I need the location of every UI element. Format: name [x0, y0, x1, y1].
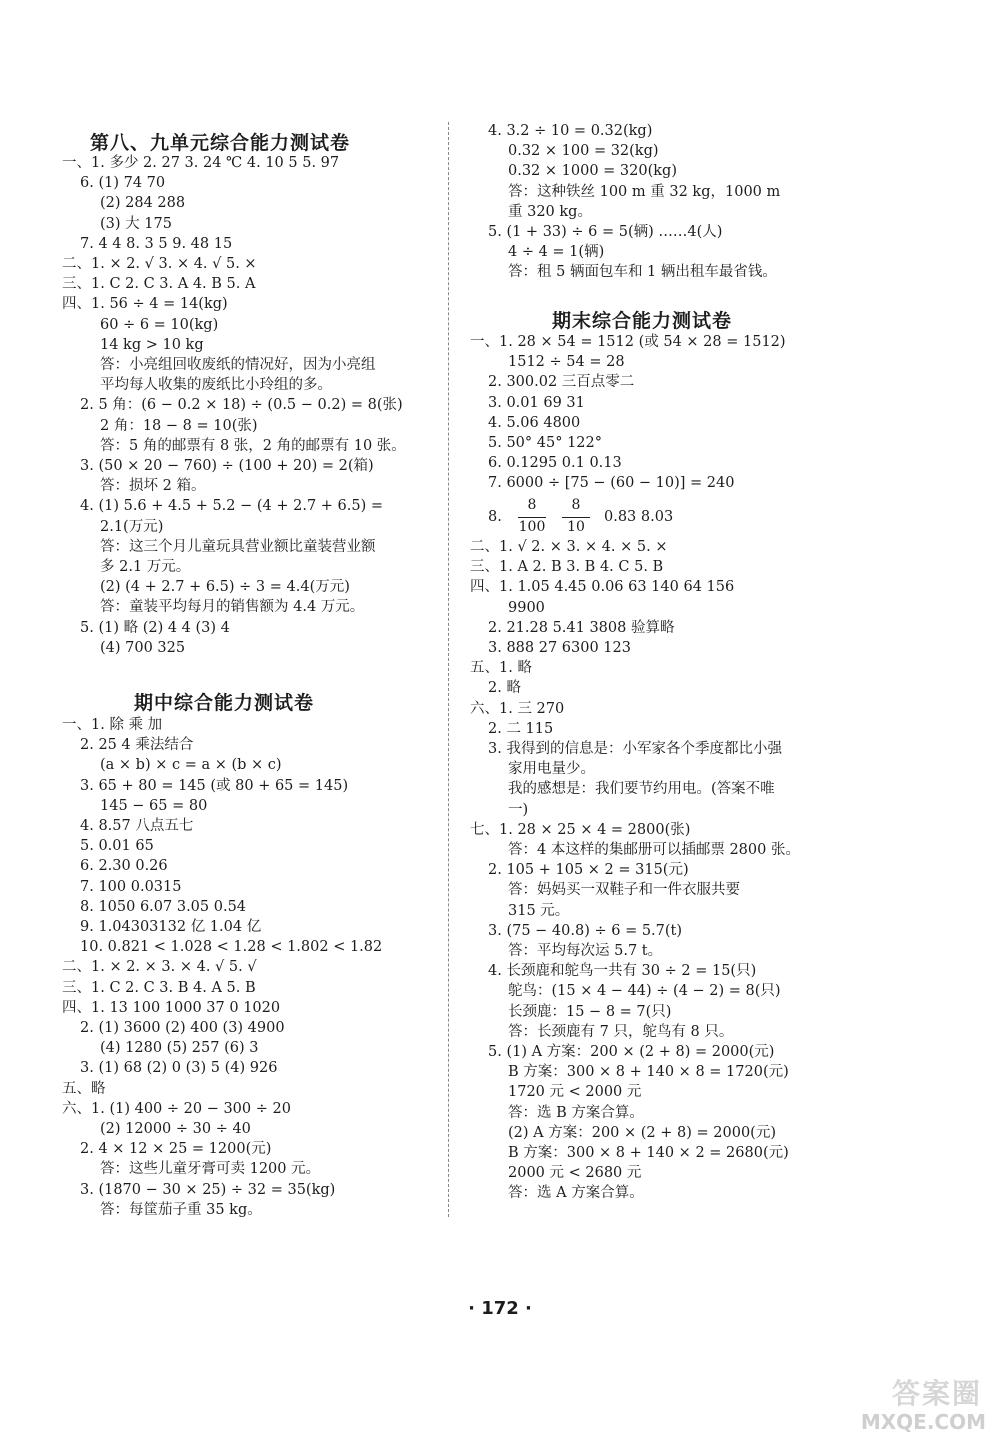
- answer-line: 重 320 kg。: [508, 203, 592, 220]
- answer-line: 4. 5.06 4800: [488, 414, 581, 431]
- answer-line: 145 − 65 = 80: [100, 797, 208, 814]
- answer-line: 5. (1) A 方案：200 × (2 + 8) = 2000(元): [488, 1044, 775, 1060]
- answer-line: 长颈鹿：15 − 8 = 7(只): [508, 1003, 672, 1020]
- answer-line: 鸵鸟：(15 × 4 − 44) ÷ (4 − 2) = 8(只): [508, 983, 781, 1000]
- watermark-url: MXQE.COM: [860, 1410, 986, 1434]
- answer-line: 2. 4 × 12 × 25 = 1200(元): [80, 1141, 272, 1158]
- answer-line: 4. 3.2 ÷ 10 = 0.32(kg): [488, 123, 653, 139]
- answer-line: 0.32 × 1000 = 320(kg): [508, 163, 677, 180]
- answer-line: 答：每筐茄子重 35 kg。: [100, 1201, 262, 1218]
- answer-line: 二、1. √ 2. × 3. × 4. × 5. ×: [470, 539, 668, 555]
- answer-line: (2) 284 288: [100, 195, 186, 212]
- answer-line: 二、1. × 2. × 3. × 4. √ 5. √: [62, 959, 257, 976]
- answer-line: 答：租 5 辆面包车和 1 辆出租车最省钱。: [508, 264, 777, 281]
- answer-line: 2 角：18 − 8 = 10(张): [100, 417, 258, 434]
- answer-line: 4 ÷ 4 = 1(辆): [508, 244, 605, 261]
- answer-line: 答：童装平均每月的销售额为 4.4 万元。: [100, 599, 365, 616]
- answer-line: 3. (1870 − 30 × 25) ÷ 32 = 35(kg): [80, 1181, 336, 1198]
- answer-line: 3. (75 − 40.8) ÷ 6 = 5.7(t): [488, 922, 683, 939]
- answer-line: 一、1. 多少 2. 27 3. 24 ℃ 4. 10 5 5. 97: [62, 155, 340, 171]
- answer-line: 4. (1) 5.6 + 4.5 + 5.2 − (4 + 2.7 + 6.5) =: [80, 498, 384, 515]
- answer-line: 平均每人收集的废纸比小玲组的多。: [100, 377, 332, 394]
- answer-line: 答：平均每次运 5.7 t。: [508, 943, 663, 959]
- answer-line: 三、1. A 2. B 3. B 4. C 5. B: [470, 559, 664, 576]
- answer-line: 5. (1) 略 (2) 4 4 (3) 4: [80, 619, 230, 636]
- answer-line: 一、1. 除 乘 加: [62, 717, 163, 733]
- answer-line: 二、1. × 2. √ 3. × 4. √ 5. ×: [62, 256, 257, 272]
- answer-line: 3. (1) 68 (2) 0 (3) 5 (4) 926: [80, 1060, 278, 1077]
- answer-line: 答：选 A 方案合算。: [508, 1185, 644, 1202]
- answer-line: 3. 我得到的信息是：小军家各个季度都比小强: [488, 741, 782, 757]
- answer-line: (4) 1280 (5) 257 (6) 3: [100, 1040, 259, 1057]
- answer-line: 7. 4 4 8. 3 5 9. 48 15: [80, 235, 233, 252]
- answer-line: 7. 100 0.0315: [80, 878, 182, 895]
- answer-line: 答：妈妈买一双鞋子和一件衣服共要: [508, 882, 740, 899]
- answer-line: 3. (50 × 20 − 760) ÷ (100 + 20) = 2(箱): [80, 458, 374, 474]
- answer-line: (a × b) × c = a × (b × c): [100, 757, 282, 774]
- answer-line: 14 kg > 10 kg: [100, 336, 204, 353]
- answer-line: 答：这三个月儿童玩具营业额比童装营业额: [100, 538, 376, 555]
- answer-line: (2) (4 + 2.7 + 6.5) ÷ 3 = 4.4(万元): [100, 579, 350, 596]
- answer-line: 家用电量少。: [508, 761, 595, 778]
- answer-line: 6. (1) 74 70: [80, 175, 166, 192]
- answer-line: 答：小亮组回收废纸的情况好，因为小亮组: [100, 357, 376, 373]
- answer-line: (4) 700 325: [100, 639, 186, 656]
- answer-line: 5. 0.01 65: [80, 838, 154, 855]
- column-divider: [448, 122, 449, 1217]
- answer-line: 8. 1050 6.07 3.05 0.54: [80, 898, 247, 915]
- answer-line: 2.1(万元): [100, 518, 164, 535]
- answer-line: 答：选 B 方案合算。: [508, 1104, 644, 1121]
- answer-line: 2. (1) 3600 (2) 400 (3) 4900: [80, 1020, 285, 1036]
- answer-line: 答：损坏 2 箱。: [100, 478, 206, 495]
- answer-line: 答：长颈鹿有 7 只，鸵鸟有 8 只。: [508, 1023, 734, 1040]
- answer-line: 三、1. C 2. C 3. A 4. B 5. A: [62, 276, 256, 293]
- answer-line: 答：这种铁丝 100 m 重 32 kg，1000 m: [508, 183, 781, 200]
- answer-line: 9. 1.04303132 亿 1.04 亿: [80, 919, 262, 935]
- answer-line: (3) 大 175: [100, 215, 172, 232]
- answer-line: 2. 300.02 三百点零二: [488, 374, 635, 391]
- answer-line: 60 ÷ 6 = 10(kg): [100, 316, 219, 333]
- answer-line: 五、1. 略: [470, 660, 532, 677]
- answer-line: B 方案：300 × 8 + 140 × 8 = 1720(元): [508, 1064, 789, 1081]
- answer-line: 315 元。: [508, 902, 570, 919]
- answer-line: 答：4 本这样的集邮册可以插邮票 2800 张。: [508, 842, 800, 858]
- answer-line: 2000 元 < 2680 元: [508, 1165, 642, 1182]
- watermark-logo: 答案圈: [891, 1377, 982, 1410]
- answer-line: (2) 12000 ÷ 30 ÷ 40: [100, 1121, 251, 1137]
- answer-line: 我的感想是：我们要节约用电。(答案不唯: [508, 781, 775, 798]
- answer-line: 2. 略: [488, 680, 521, 697]
- fraction-numerator: 8: [527, 497, 537, 513]
- answer-line: 答：这些儿童牙膏可卖 1200 元。: [100, 1161, 321, 1178]
- answer-line: 0.32 × 100 = 32(kg): [508, 143, 659, 160]
- answer-line: 2. 二 115: [488, 720, 554, 737]
- answer-line: 6. 2.30 0.26: [80, 858, 168, 875]
- section-title: 第八、九单元综合能力测试卷: [90, 132, 351, 154]
- answer-line: B 方案：300 × 8 + 140 × 2 = 2680(元): [508, 1145, 789, 1161]
- fraction-denominator: 100: [518, 519, 546, 535]
- fraction-bar: [518, 517, 546, 518]
- answer-line: 2. 105 + 105 × 2 = 315(元): [488, 862, 689, 879]
- fraction-denominator: 10: [567, 519, 585, 535]
- answer-line: 七、1. 28 × 25 × 4 = 2800(张): [470, 821, 691, 838]
- fraction-bar: [562, 517, 590, 518]
- answer-line: 3. 0.01 69 31: [488, 394, 585, 411]
- answer-line: (2) A 方案：200 × (2 + 8) = 2000(元): [508, 1124, 776, 1141]
- answer-line: 2. 5 角：(6 − 0.2 × 18) ÷ (0.5 − 0.2) = 8(张): [80, 397, 403, 414]
- answer-line: 10. 0.821 < 1.028 < 1.28 < 1.802 < 1.82: [80, 939, 383, 956]
- answer-line: 1720 元 < 2000 元: [508, 1084, 642, 1101]
- section-title: 期中综合能力测试卷: [134, 692, 315, 714]
- answer-line: 1512 ÷ 54 = 28: [508, 354, 625, 371]
- answer-line: 8.: [488, 509, 502, 525]
- answer-line: 一): [508, 801, 529, 818]
- answer-line: 3. 65 + 80 = 145 (或 80 + 65 = 145): [80, 777, 349, 794]
- answer-line: 0.83 8.03: [604, 509, 674, 525]
- answer-line: 7. 6000 ÷ [75 − (60 − 10)] = 240: [488, 475, 735, 492]
- answer-line: 9900: [508, 599, 545, 616]
- answer-line: 答：5 角的邮票有 8 张，2 角的邮票有 10 张。: [100, 437, 406, 454]
- answer-line: 4. 8.57 八点五七: [80, 818, 194, 834]
- answer-line: 4. 长颈鹿和鸵鸟一共有 30 ÷ 2 = 15(只): [488, 963, 757, 980]
- answer-line: 四、1. 1.05 4.45 0.06 63 140 64 156: [470, 579, 735, 596]
- answer-line: 2. 25 4 乘法结合: [80, 737, 194, 754]
- answer-line: 3. 888 27 6300 123: [488, 640, 631, 656]
- answer-line: 六、1. (1) 400 ÷ 20 − 300 ÷ 20: [62, 1100, 291, 1117]
- answer-line: 四、1. 56 ÷ 4 = 14(kg): [62, 296, 228, 313]
- answer-line: 六、1. 三 270: [470, 700, 565, 717]
- page-number: · 172 ·: [468, 1298, 532, 1319]
- answer-line: 多 2.1 万元。: [100, 559, 191, 575]
- fraction-numerator: 8: [571, 497, 581, 513]
- answer-line: 一、1. 28 × 54 = 1512 (或 54 × 28 = 1512): [470, 334, 786, 350]
- answer-line: 5. 50° 45° 122°: [488, 435, 602, 451]
- answer-line: 三、1. C 2. C 3. B 4. A 5. B: [62, 979, 256, 996]
- answer-line: 5. (1 + 33) ÷ 6 = 5(辆) ……4(人): [488, 224, 723, 240]
- answer-line: 2. 21.28 5.41 3808 验算略: [488, 619, 675, 636]
- answer-line: 四、1. 13 100 1000 37 0 1020: [62, 999, 281, 1016]
- answer-line: 6. 0.1295 0.1 0.13: [488, 455, 622, 472]
- answer-line: 五、略: [62, 1080, 106, 1097]
- section-title: 期末综合能力测试卷: [552, 310, 733, 332]
